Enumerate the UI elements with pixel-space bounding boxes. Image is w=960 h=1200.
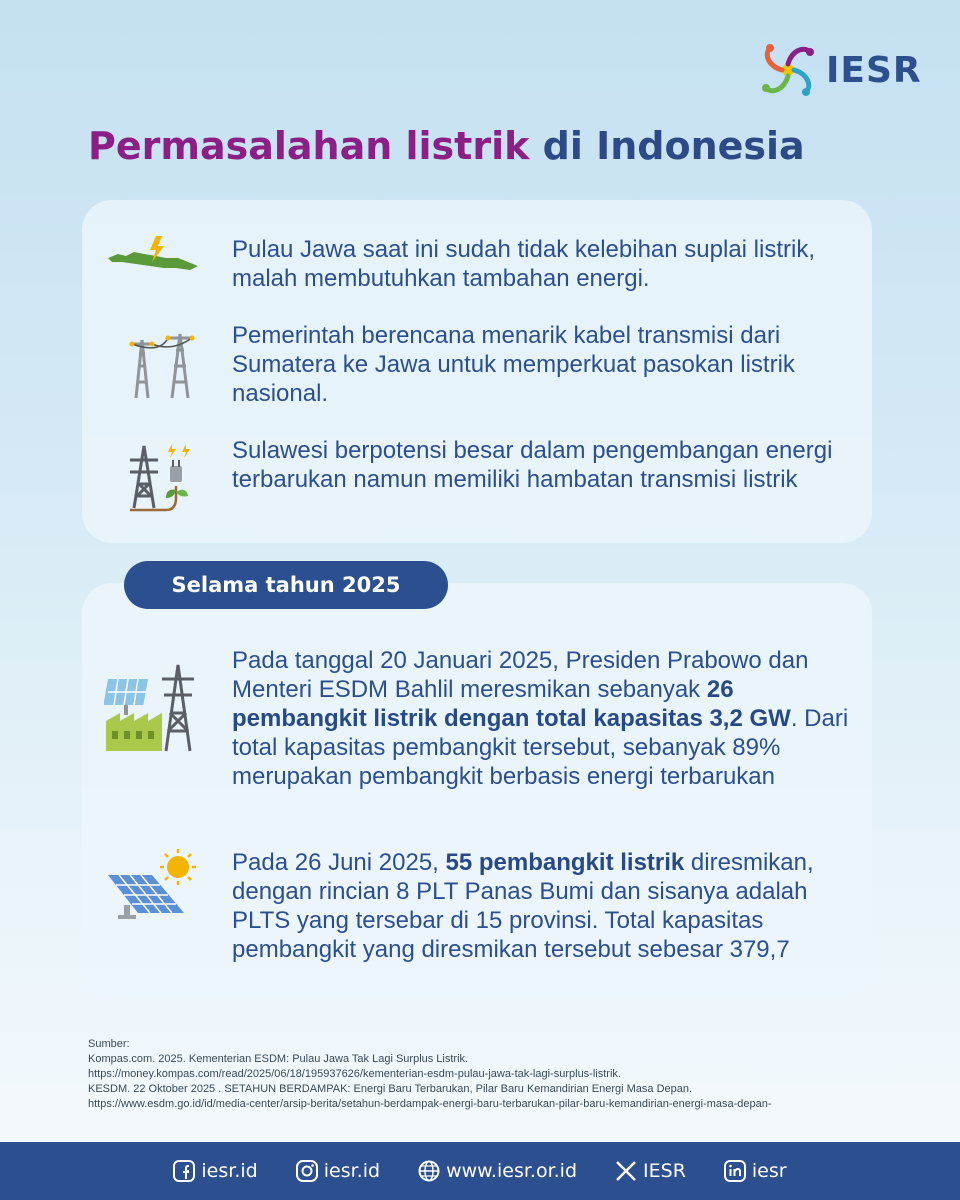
title-part1: Permasalahan listrik <box>88 124 530 168</box>
globe-icon <box>418 1160 440 1182</box>
event-1-text-b: . Dari total kapasitas pembangkit tersebut, sebanyak 89% merupakan pembangkit berbasis energi terbarukan <box>232 705 849 790</box>
instagram-handle: iesr.id <box>323 1160 381 1182</box>
solar-panel-sun-icon <box>108 847 200 924</box>
source-link-1[interactable]: https://money.kompas.com/read/2025/06/18/195937626/kementerian-esdm-pulau-jawa-tak-lagi-surplus-listrik. <box>88 1068 621 1080</box>
facebook-handle: iesr.id <box>201 1160 258 1182</box>
source-link-2[interactable]: https://www.esdm.go.id/id/media-center/arsip-berita/setahun-berdampak-energi-baru-terbarukan-pilar-baru-kemandirian-energi-masa-depan- <box>88 1098 772 1110</box>
footer-bar <box>0 1142 960 1200</box>
iesr-logo <box>756 38 922 102</box>
event-item-2 <box>232 848 862 964</box>
source-line-1: Kompas.com. 2025. Kementerian ESDM: Pulau Jawa Tak Lagi Surplus Listrik. <box>88 1053 469 1065</box>
linkedin-icon <box>724 1160 746 1182</box>
x-link[interactable] <box>615 1160 686 1182</box>
instagram-link[interactable] <box>296 1160 380 1182</box>
tower-plug-plant-icon <box>126 440 200 521</box>
problem-item-2: Pemerintah berencana menarik kabel transmisi dari Sumatera ke Jawa untuk memperkuat pasokan listrik nasional. <box>232 322 795 407</box>
linkedin-link[interactable] <box>724 1160 787 1182</box>
logo-text: IESR <box>826 49 922 91</box>
iesr-swirl-icon <box>756 38 820 102</box>
facebook-link[interactable] <box>173 1160 257 1182</box>
x-handle: IESR <box>643 1160 686 1182</box>
source-line-2: KESDM. 22 Oktober 2025 . SETAHUN BERDAMPAK: Energi Baru Terbarukan, Pilar Baru Kemandirian Energi Masa Depan. <box>88 1083 693 1095</box>
instagram-icon <box>296 1160 318 1182</box>
title-part2: di Indonesia <box>542 124 805 168</box>
page-title <box>88 122 805 170</box>
problems-panel <box>82 200 872 543</box>
transmission-towers-icon <box>124 326 200 407</box>
event-2-bold: 55 pembangkit listrik <box>445 849 685 876</box>
java-island-lightning-icon <box>104 232 202 289</box>
problem-item-3: Sulawesi berpotensi besar dalam pengembangan energi terbarukan namun memiliki hambatan transmisi listrik <box>232 437 833 493</box>
event-item-1 <box>232 646 862 791</box>
linkedin-handle: iesr <box>751 1160 787 1182</box>
solar-factory-tower-icon <box>104 659 204 760</box>
problem-item-1: Pulau Jawa saat ini sudah tidak kelebihan suplai listrik, malah membutuhkan tambahan energi. <box>232 236 815 292</box>
year-2025-panel <box>82 583 872 998</box>
event-2-text-a: Pada 26 Juni 2025, <box>232 849 446 876</box>
facebook-icon <box>173 1160 195 1182</box>
x-icon <box>615 1160 637 1182</box>
website-link[interactable] <box>418 1160 577 1182</box>
sources <box>88 1037 848 1112</box>
sources-heading: Sumber: <box>88 1038 130 1050</box>
event-2-text-b: diresmikan, dengan rincian 8 PLT Panas Bumi dan sisanya adalah PLTS yang tersebar di 15 provinsi. Total kapasitas pembangkit yang diresmikan tersebut sebesar 379,7 <box>232 849 814 963</box>
event-1-bold: 26 pembangkit listrik dengan total kapasitas 3,2 GW <box>232 676 791 732</box>
year-badge: Selama tahun 2025 <box>124 561 448 609</box>
website-url: www.iesr.or.id <box>446 1160 578 1182</box>
event-1-text-a: Pada tanggal 20 Januari 2025, Presiden Prabowo dan Menteri ESDM Bahlil meresmikan sebanyak <box>232 647 809 703</box>
